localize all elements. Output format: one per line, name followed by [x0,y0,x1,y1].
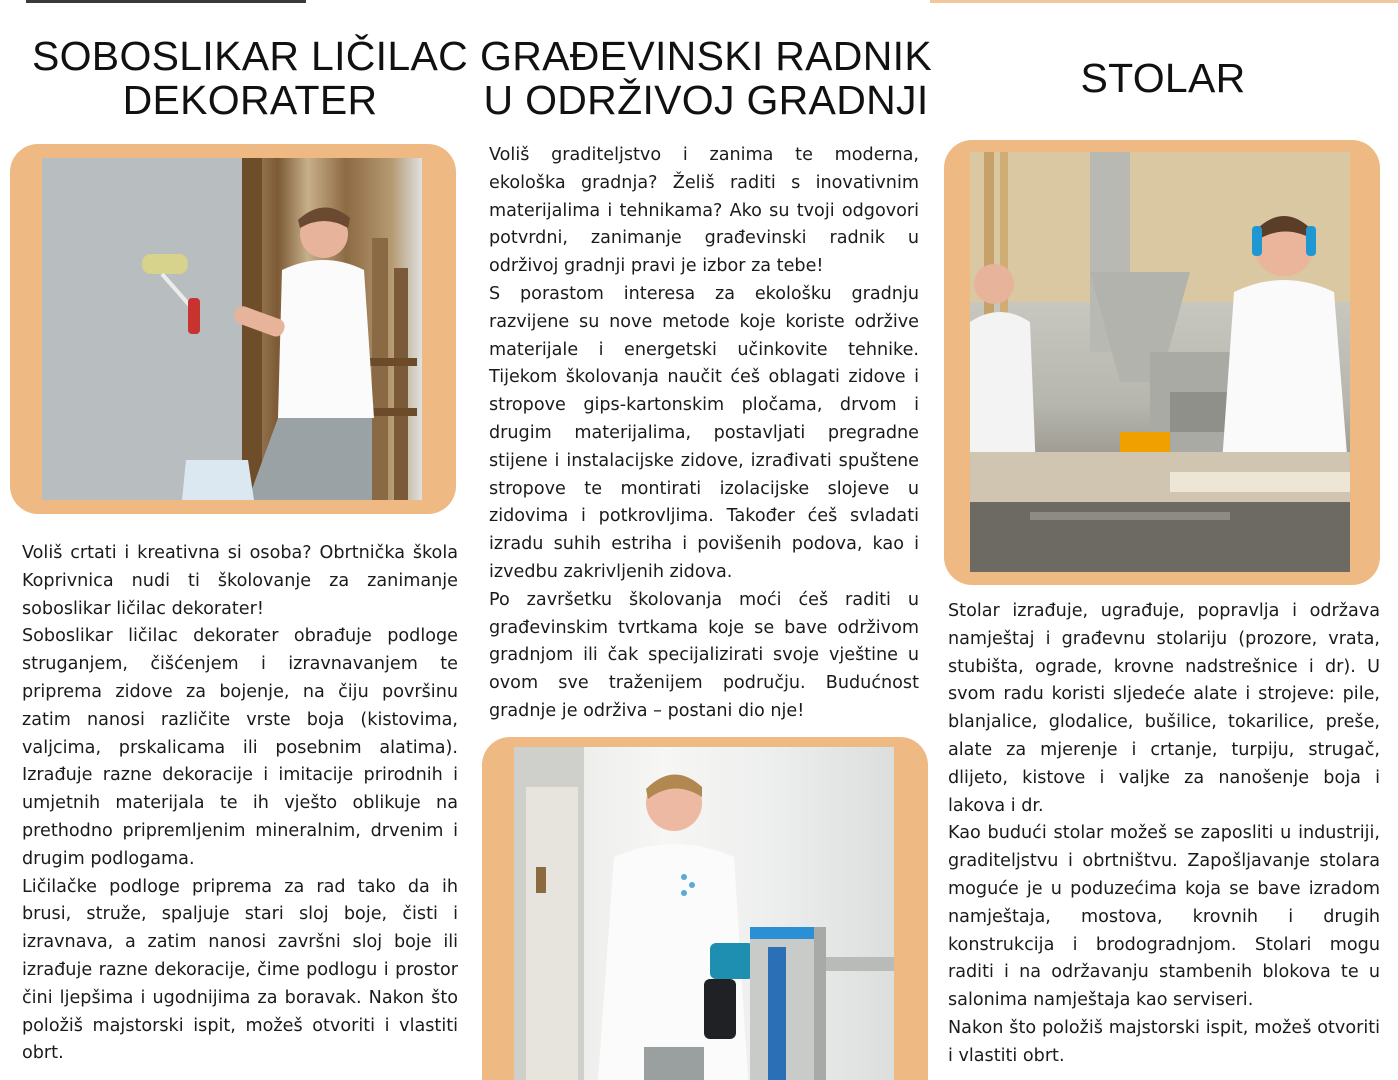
column-construction [480,0,932,1080]
carpenter-description [948,598,1380,1071]
paragraph: Stolar izrađuje, ugrađuje, popravlja i održava namještaj i građevnu stolariju (prozore, vrata, stubišta, ograde, krovne nadstrešnice i dr). U svom radu koristi sljedeće alate i strojeve: pile, blanjalice, glodalice, bušilice, tokarilice, preše, alate za mjerenje i crtanje, turpiju, strugač, dlijeto, kistove i valjke za nanošenje boja i lakova i dr. [948,601,1380,816]
column-carpenter [942,0,1384,1080]
paragraph: Po završetku školovanja moći ćeš raditi u građevinskim tvrtkama koje se bave održivom gradnjom ili čak specijalizirati svoje vještine u ovom sve traženijem području. Budućnost gradnje je održiva – postani dio nje! [489,589,919,721]
title-line: U ODRŽIVOJ GRADNJI [483,77,929,123]
painter-photo-frame [10,144,456,514]
construction-title [480,34,932,122]
carpenter-title [942,56,1384,100]
paragraph: Voliš crtati i kreativna si osoba? Obrtnička škola Koprivnica nudi ti školovanje za zanimanje soboslikar ličilac dekorater! [22,543,458,619]
title-line: DEKORATER [122,77,378,123]
paragraph: Nakon što položiš majstorski ispit, možeš otvoriti i vlastiti obrt. [948,1017,1380,1066]
painter-illustration [42,158,422,500]
painter-photo [42,158,422,500]
carpenter-illustration [970,152,1350,572]
paragraph: Kao budući stolar možeš se zaposliti u industriji, graditeljstvu i obrtništvu. Zapošljavanje stolara moguće je u poduzećima koja se bave izradom namještaja, mostova, krovnih i drugih konstrukcija i brodogradnjom. Stolari mogu raditi i na održavanju stambenih blokova te u salonima namještaja kao serviseri. [948,823,1380,1011]
paragraph: S porastom interesa za ekološku gradnju razvijene su nove metode koje koriste održive materijale i energetski učinkovite tehnike. Tijekom školovanja naučit ćeš oblagati zidove i stropove gips-kartonskim pločama, drvom i drugim materijalima, postavljati pregradne stijene i instalacijske zidove, izrađivati spuštene stropove te montirati izolacijske slojeve u zidovima i potkrovljima. Također ćeš svladati izradu suhih estriha i povišenih podova, kao i izvedbu zakrivljenih zidova. [489,283,919,582]
paragraph: Ličilačke podloge priprema za rad tako da ih brusi, struže, spaljuje stari sloj boje, čisti i izravnava, a zatim nanosi završni sloj boje ili izrađuje razne dekoracije, čime podlogu i prostor čini ljepšima i ugodnijima za boravak. Nakon što položiš majstorski ispit, možeš otvoriti i vlastiti obrt. [22,876,458,1064]
painter-title [0,34,500,122]
painter-description [22,540,458,1068]
title-line: GRAĐEVINSKI RADNIK [480,33,932,79]
carpenter-photo [970,152,1350,572]
construction-description [489,142,919,726]
title-line: SOBOSLIKAR LIČILAC [31,33,469,79]
construction-illustration [514,747,894,1080]
paragraph: Voliš graditeljstvo i zanima te moderna, ekološka gradnja? Želiš raditi s inovativnim materijalima i tehnikama? Ako su tvoji odgovori potvrdni, zanimanje građevinski radnik u održivoj gradnji pravi je izbor za tebe! [489,145,919,277]
column-painter [10,0,469,1080]
title-line: STOLAR [1080,55,1246,101]
paragraph: Soboslikar ličilac dekorater obrađuje podloge struganjem, čišćenjem i izravnavanjem te priprema zidove za bojenje, na čiju površinu zatim nanosi različite vrste boja (kistovima, valjcima, prskalicama ili posebnim alatima). Izrađuje razne dekoracije i imitacije prirodnih i umjetnih materijala te ih vješto oblikuje na prethodno pripremljenim mineralnim, drvenim i drugim podlogama. [22,626,458,869]
carpenter-photo-frame [944,140,1380,585]
construction-worker-photo [514,747,894,1080]
construction-photo-frame [482,737,928,1080]
